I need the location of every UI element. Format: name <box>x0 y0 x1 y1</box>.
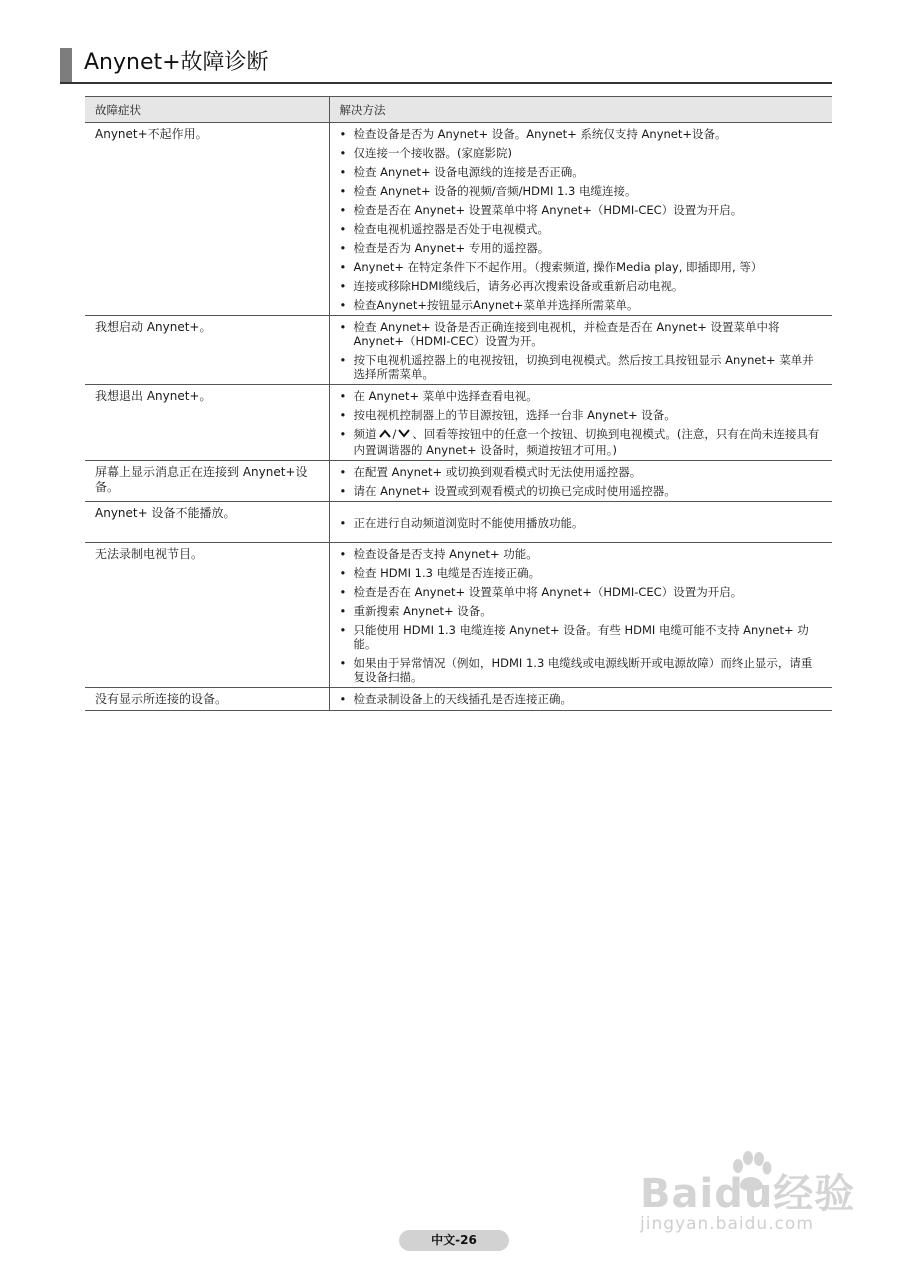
symptom-cell: 我想退出 Anynet+。 <box>85 385 329 461</box>
list-item: • 如果由于异常情况（例如，HDMI 1.3 电缆线或电源线断开或电源故障）而终止显示，请重复设备扫描。 <box>340 656 823 684</box>
solution-cell <box>329 385 832 461</box>
symptom-cell: 没有显示所连接的设备。 <box>85 688 329 711</box>
title-accent-bar <box>60 48 72 82</box>
solution-list <box>340 547 823 684</box>
table-row <box>85 385 832 461</box>
list-item: • 检查设备是否支持 Anynet+ 功能。 <box>340 547 823 561</box>
solution-list <box>340 127 823 312</box>
list-item: • 按下电视机遥控器上的电视按钮，切换到电视模式。然后按工具按钮显示 Anynet+ 菜单并选择所需菜单。 <box>340 353 823 381</box>
table-row <box>85 502 832 543</box>
baidu-watermark <box>640 1150 860 1240</box>
list-item: • 在 Anynet+ 菜单中选择查看电视。 <box>340 389 823 403</box>
list-item: • 检查录制设备上的天线插孔是否连接正确。 <box>340 692 823 706</box>
list-item: • 在配置 Anynet+ 或切换到观看模式时无法使用遥控器。 <box>340 465 823 479</box>
table-header-row <box>85 97 832 123</box>
list-item: • 按电视机控制器上的节目源按钮，选择一台非 Anynet+ 设备。 <box>340 408 823 422</box>
list-item: • 检查 Anynet+ 设备电源线的连接是否正确。 <box>340 165 823 179</box>
chevron-up-icon <box>377 429 393 443</box>
table-row <box>85 123 832 316</box>
list-item: • 重新搜索 Anynet+ 设备。 <box>340 604 823 618</box>
page-header <box>60 46 832 84</box>
solution-cell <box>329 502 832 543</box>
list-item: • Anynet+ 在特定条件下不起作用。（搜索频道, 操作Media play, 即插即用, 等） <box>340 260 823 274</box>
list-item: • 请在 Anynet+ 设置或到观看模式的切换已完成时使用遥控器。 <box>340 484 823 498</box>
page-title: Anynet+故障诊断 <box>84 50 269 75</box>
solution-cell <box>329 688 832 711</box>
solution-cell <box>329 123 832 316</box>
table-row <box>85 688 832 711</box>
solution-cell <box>329 316 832 385</box>
list-item: • 检查 Anynet+ 设备的视频/音频/HDMI 1.3 电缆连接。 <box>340 184 823 198</box>
symptom-cell: Anynet+ 设备不能播放。 <box>85 502 329 543</box>
channel-note-text: 、回看等按钮中的任意一个按钮、切换到电视模式。(注意，只有在尚未连接具有内置调谐器的 Anynet+ 设备时，频道按钮才可用。) <box>353 427 820 457</box>
header-solution: 解决方法 <box>329 97 832 123</box>
channel-note-prefix: 频道 <box>353 427 377 441</box>
solution-list <box>340 692 823 706</box>
list-item: • 检查是否在 Anynet+ 设置菜单中将 Anynet+（HDMI-CEC）设置为开启。 <box>340 203 823 217</box>
channel-note-separator: / <box>392 427 397 441</box>
table-row <box>85 461 832 502</box>
symptom-cell: Anynet+不起作用。 <box>85 123 329 316</box>
solution-list <box>340 516 823 530</box>
list-item: • 只能使用 HDMI 1.3 电缆连接 Anynet+ 设备。有些 HDMI 电缆可能不支持 Anynet+ 功能。 <box>340 623 823 651</box>
symptom-cell: 屏幕上显示消息正在连接到 Anynet+设备。 <box>85 461 329 502</box>
list-item: • 检查设备是否为 Anynet+ 设备。Anynet+ 系统仅支持 Anynet+设备。 <box>340 127 823 141</box>
troubleshooting-table <box>85 96 832 711</box>
solution-list <box>340 320 823 381</box>
symptom-cell: 我想启动 Anynet+。 <box>85 316 329 385</box>
chevron-down-icon <box>396 429 412 443</box>
list-item: • 正在进行自动频道浏览时不能使用播放功能。 <box>340 516 823 530</box>
table-row <box>85 316 832 385</box>
page-number-badge: 中文-26 <box>399 1230 509 1251</box>
solution-cell <box>329 543 832 688</box>
list-item: • 检查 HDMI 1.3 电缆是否连接正确。 <box>340 566 823 580</box>
watermark-logo: Baidu经验 <box>640 1171 856 1217</box>
list-item-channel-note <box>340 427 823 457</box>
list-item: • 检查电视机遥控器是否处于电视模式。 <box>340 222 823 236</box>
symptom-cell: 无法录制电视节目。 <box>85 543 329 688</box>
watermark-url: jingyan.baidu.com <box>640 1214 814 1234</box>
solution-list <box>340 389 823 457</box>
list-item: • 连接或移除HDMI缆线后，请务必再次搜索设备或重新启动电视。 <box>340 279 823 293</box>
solution-list <box>340 465 823 498</box>
list-item: • 仅连接一个接收器。(家庭影院) <box>340 146 823 160</box>
list-item: • 检查是否在 Anynet+ 设置菜单中将 Anynet+（HDMI-CEC）设置为开启。 <box>340 585 823 599</box>
list-item: • 检查 Anynet+ 设备是否正确连接到电视机，并检查是否在 Anynet+ 设置菜单中将 Anynet+（HDMI-CEC）设置为开。 <box>340 320 823 348</box>
solution-cell <box>329 461 832 502</box>
list-item: • 检查Anynet+按钮显示Anynet+菜单并选择所需菜单。 <box>340 298 823 312</box>
list-item: • 检查是否为 Anynet+ 专用的遥控器。 <box>340 241 823 255</box>
header-symptom: 故障症状 <box>85 97 329 123</box>
table-row <box>85 543 832 688</box>
